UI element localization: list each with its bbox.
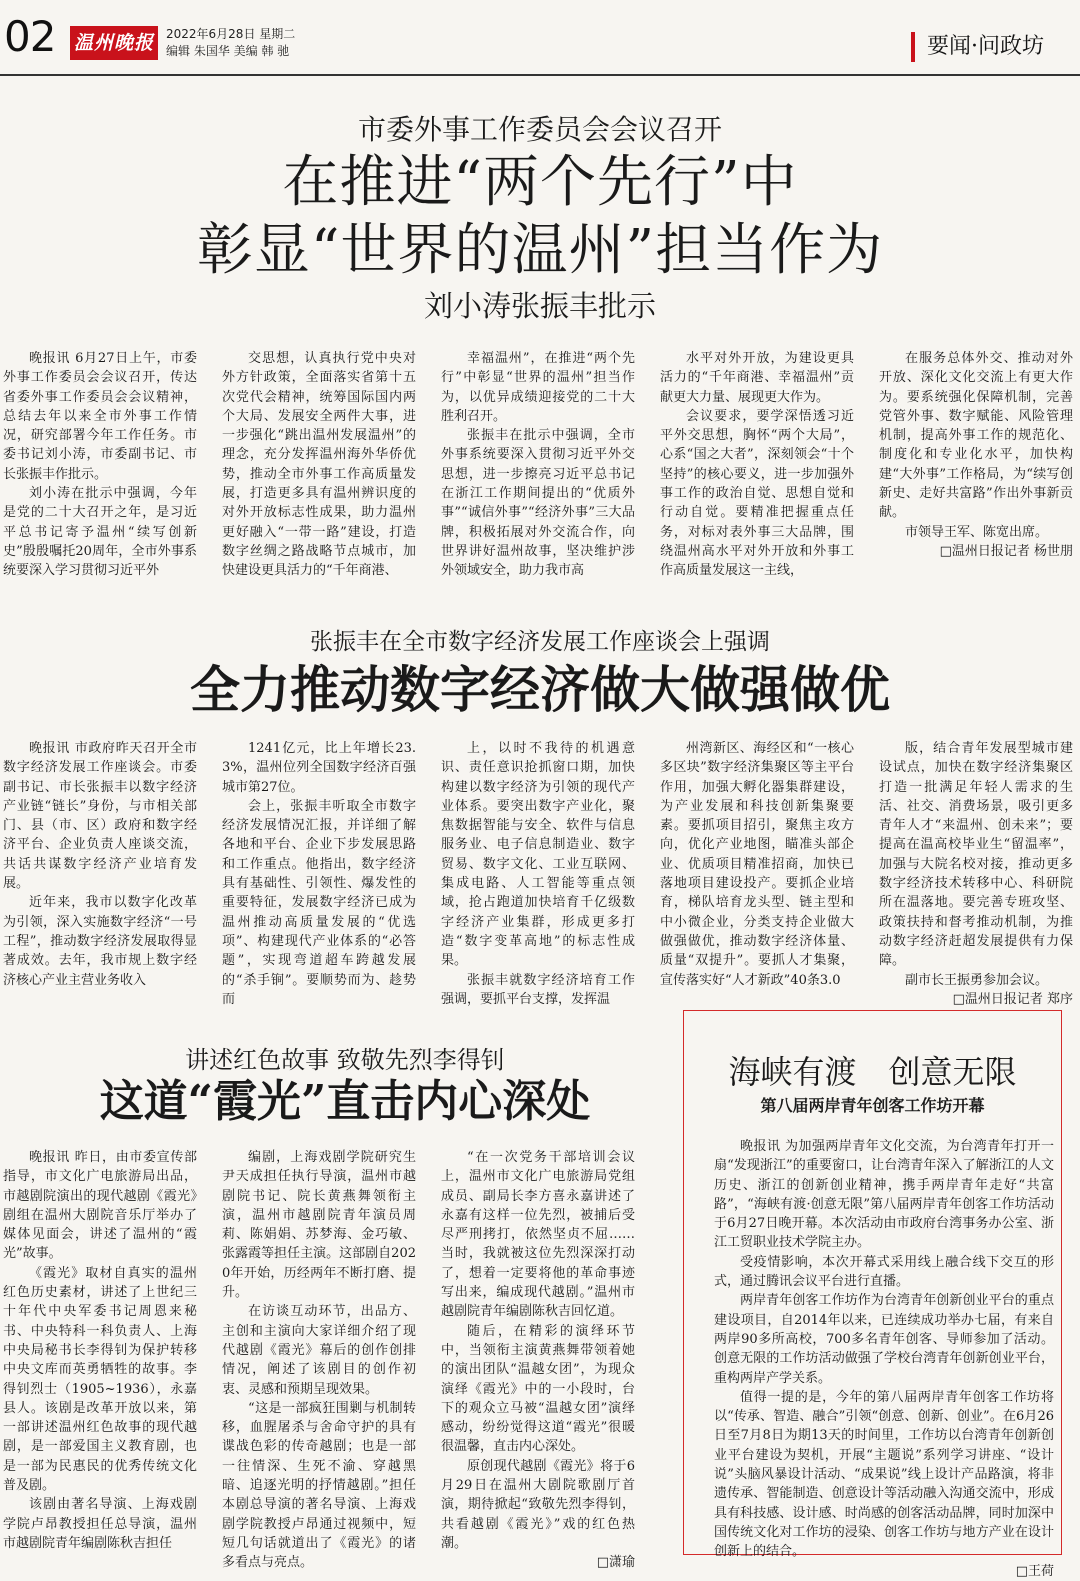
paragraph: 《霞光》取材自真实的温州红色历史素材，讲述了上世纪三十年代中央军委书记周恩来秘书、中央特科一科负责人、上海中央局秘书长李得钊为保护转移中央文库而英勇牺牲的故事。李得钊烈士（1905~1936），永嘉县人。该剧是改革开放以来，第一部讲述温州红色故事的现代越剧，是一部爱国主义教育剧，也是一部为民惠民的优秀传统文化普及剧。 bbox=[3, 1265, 197, 1494]
article2-column-4 bbox=[660, 739, 854, 994]
article3-headline: 这道“霞光”直击内心深处 bbox=[99, 1076, 591, 1127]
article2-column-3 bbox=[441, 739, 635, 1007]
article4-body bbox=[714, 1137, 1054, 1579]
article4-byline: □王荷 bbox=[1015, 1563, 1054, 1579]
masthead-rule bbox=[0, 74, 1080, 76]
paragraph: 张振丰在批示中强调，全市外事系统要深入贯彻习近平外交思想，进一步擦亮习近平总书记在浙江工作期间提出的“优质外事”“诚信外事”“经济外事”三大品牌，积极拓展对外交流合作，向世界讲好温州故事，坚决维护涉外领域安全，助力我市高 bbox=[441, 428, 635, 579]
paragraph: 近年来，我市以数字化改革为引领，深入实施数字经济“一号工程”，推动数字经济发展取得显著成效。去年，我市规上数字经济核心产业主营业务收入 bbox=[3, 895, 197, 988]
paragraph: 副市长王振勇参加会议。 bbox=[905, 972, 1049, 988]
paragraph: “这是一部疯狂围剿与机制转移，血腥屠杀与舍命守护的具有谍战色彩的传奇越剧；也是一部一往情深、生死不渝、穿越黑暗、追逐光明的抒情越剧。”担任本剧总导演的著名导演、上海戏剧学院教授卢昂通过视频中，短短几句话就道出了《霞光》的诸多看点与亮点。 bbox=[222, 1400, 416, 1571]
paragraph: 会上，张振丰听取全市数字经济发展情况汇报，并详细了解各地和平台、企业下步发展思路和工作重点。他指出，数字经济具有基础性、引领性、爆发性的重要特征，发展数字经济已成为温州推动高质量发展的“优选项”、构建现代产业体系的“必答题”，实现弯道超车跨越发展的“杀手锏”。要顺势而为、趁势而 bbox=[222, 798, 416, 1007]
article1-byline: □温州日报记者 杨世朋 bbox=[939, 543, 1073, 559]
paragraph: 刘小涛在批示中强调，今年是党的二十大召开之年，是习近平总书记寄予温州“续写创新史”殷殷嘱托20周年，全市外事系统要深入学习贯彻习近平外 bbox=[3, 486, 197, 579]
paragraph: 上，以时不我待的机遇意识、责任意识抢抓窗口期，加快构建以数字经济为引领的现代产业体系。要突出数字产业化，聚焦数据智能与安全、软件与信息服务业、电子信息制造业、数字贸易、数字文化、工业互联网、集成电路、人工智能等重点领域，抢占跑道加快培育千亿级数字经济产业集群，形成更多打造“数字变革高地”的标志性成果。 bbox=[441, 741, 635, 969]
paragraph: 会议要求，要学深悟透习近平外交思想，胸怀“两个大局”，心系“国之大者”，深刻领会“十个坚持”的核心要义，进一步加强外事工作的政治自觉、思想自觉和行动自觉。要精准把握重点任务，对标对表外事三大品牌，围绕温州高水平对外开放和外事工作高质量发展这一主线， bbox=[660, 408, 854, 579]
paragraph: 晚报讯 市政府昨天召开全市数字经济发展工作座谈会。市委副书记、市长张振丰以数字经济产业链“链长”身份，与市相关部门、县（市、区）政府和数字经济平台、企业负责人座谈交流，共话共谋数字经济产业培育发展。 bbox=[3, 741, 197, 892]
article1-kicker: 市委外事工作委员会会议召开 bbox=[357, 113, 722, 146]
editor-line: 编辑 朱国华 美编 韩 驰 bbox=[166, 44, 290, 58]
paragraph: 晚报讯 为加强两岸青年文化交流，为台湾青年打开一扇“发现浙江”的重要窗口，让台湾青年深入了解浙江的人文历史、浙江的创新创业精神，携手两岸青年走好“共富路”，“海峡有渡·创意无限”第八届两岸青年创客工作坊活动于6月27日晚开幕。本次活动由市政府台湾事务办公室、浙江工贸职业技术学院主办。 bbox=[714, 1139, 1054, 1251]
article1-headline-line2: 彰显“世界的温州”担当作为 bbox=[196, 218, 884, 283]
paper-logo: 温州晚报 bbox=[70, 26, 158, 60]
paragraph: 交思想，认真执行党中央对外方针政策，全面落实省第十五次党代会精神，统筹国际国内两个大局、发展安全两件大事，进一步强化“跳出温州发展温州”的理念，充分发挥温州海外华侨优势，推动全市外事工作高质量发展，打造更多具有温州辨识度的对外开放标志性成果，助力温州更好融入“一带一路”建设，打造数字丝绸之路战略节点城市，加快建设更具活力的“千年商港、 bbox=[222, 351, 416, 579]
article3-byline: □潇瑜 bbox=[596, 1555, 635, 1571]
article3-column-1 bbox=[3, 1148, 197, 1560]
paragraph: 1241亿元，比上年增长23.3%，温州位列全国数字经济百强城市第27位。 bbox=[222, 741, 416, 795]
article1-column-4 bbox=[660, 349, 854, 599]
article2-kicker: 张振丰在全市数字经济发展工作座谈会上强调 bbox=[310, 629, 770, 655]
article2-column-2 bbox=[222, 739, 416, 1007]
article1-column-2 bbox=[222, 349, 416, 599]
article2-headline: 全力推动数字经济做大做强做优 bbox=[190, 660, 890, 719]
paragraph: 幸福温州”，在推进“两个先行”中彰显“世界的温州”担当作为，以优异成绩迎接党的二十大胜利召开。 bbox=[441, 351, 635, 424]
paragraph: 原创现代越剧《霞光》将于6月29日在温州大剧院歌剧厅首演，期待掀起“致敬先烈李得钊，共看越剧《霞光》”戏的红色热潮。 bbox=[441, 1458, 635, 1551]
paragraph: 州湾新区、海经区和“一核心多区块”数字经济集聚区等主平台作用，加强大孵化器集群建设，为产业发展和科技创新集聚要素。要抓项目招引，聚焦主攻方向，优化产业地图，瞄准头部企业、优质项目精准招商，加快已落地项目建设投产。要抓企业培育，梯队培育龙头型、链主型和中小微企业，分类支持企业做大做强做优，推动数字经济体量、质量“双提升”。要抓人才集聚，宣传落实好“人才新政”40条3.0 bbox=[660, 741, 854, 988]
article3-kicker: 讲述红色故事 致敬先烈李得钊 bbox=[185, 1046, 505, 1074]
paragraph: 两岸青年创客工作坊作为台湾青年创新创业平台的重点建设项目，自2014年以来，已连续成功举办七届，有来自两岸90多所高校，700多名青年创客、导师参加了活动。创意无限的工作坊活动做强了学校台湾青年创新创业平台，重构两岸产学关系。 bbox=[714, 1293, 1054, 1386]
article2-column-1 bbox=[3, 739, 197, 994]
paragraph: 水平对外开放，为建设更具活力的“千年商港、幸福温州”贡献更大力量、展现更大作为。 bbox=[660, 351, 854, 405]
article3-column-3 bbox=[441, 1148, 635, 1571]
section-label: 要闻·问政坊 bbox=[911, 32, 1044, 62]
paragraph: 市领导王军、陈宽出席。 bbox=[905, 524, 1049, 540]
paragraph: 值得一提的是，今年的第八届两岸青年创客工作坊将以“传承、智造、融合”引领“创意、创新、创业”。在6月26日至7月8日为期13天的时间里，工作坊以台湾青年创新创业平台建设为契机，开展“主题说”系列学习讲座、“设计说”头脑风暴设计活动、“成果说”线上设计产品路演，将非遗传承、智能制造、创意设计等活动融入沟通交流中，形成具有科技感、设计感、时尚感的创客活动品牌，同时加深中国传统文化对工作坊的浸染、创客工作坊与地方产业在设计创新上的结合。 bbox=[714, 1389, 1054, 1560]
masthead bbox=[0, 0, 1080, 74]
paragraph: 在访谈互动环节，出品方、主创和主演向大家详细介绍了现代越剧《霞光》幕后的创作创排情况，阐述了该剧目的创作初衷、灵感和预期呈现效果。 bbox=[222, 1304, 416, 1397]
paragraph: 晚报讯 昨日，由市委宣传部指导，市文化广电旅游局出品，市越剧院演出的现代越剧《霞光》剧组在温州大剧院音乐厅举办了媒体见面会，讲述了温州的“霞光”故事。 bbox=[3, 1150, 197, 1262]
article1-subhead: 刘小涛张振丰批示 bbox=[423, 289, 656, 323]
paragraph: 该剧由著名导演、上海戏剧学院卢昂教授担任总导演，温州市越剧院青年编剧陈秋吉担任 bbox=[3, 1497, 197, 1551]
article3-column-2 bbox=[222, 1148, 416, 1571]
article2-byline: □温州日报记者 郑序 bbox=[952, 991, 1073, 1007]
paragraph: 版，结合青年发展型城市建设试点，加快在数字经济集聚区打造一批满足年轻人需求的生活、社交、消费场景，吸引更多青年人才“来温州、创未来”；要提高在温高校毕业生“留温率”，加强与大院名校对接，推动更多数字经济技术转移中心、科研院所在温落地。要完善专班攻坚、政策扶持和督考推动机制，为推动数字经济赶超发展提供有力保障。 bbox=[879, 741, 1073, 969]
page-number: 02 bbox=[4, 12, 56, 61]
article1-column-1 bbox=[3, 349, 197, 599]
article4-box bbox=[683, 1010, 1062, 1579]
paragraph: 晚报讯 6月27日上午，市委外事工作委员会会议召开，传达省委外事工作委员会会议精神，总结去年以来全市外事工作情况，研究部署今年工作任务。市委书记刘小涛，市委副书记、市长张振丰作批示。 bbox=[3, 351, 197, 482]
article2-column-5 bbox=[879, 739, 1073, 1007]
date-line: 2022年6月28日 星期二 bbox=[166, 27, 296, 41]
issue-meta bbox=[166, 26, 295, 60]
article4-subhead: 第八届两岸青年创客工作坊开幕 bbox=[760, 1096, 985, 1115]
paragraph: “在一次党务干部培训会议上，温州市文化广电旅游局党组成员、副局长李方喜永嘉讲述了永嘉有这样一位先烈，被捕后受尽严刑拷打，依然坚贞不屈……当时，我就被这位先烈深深打动了，想着一定要将他的革命事迹写出来，编成现代越剧。”温州市越剧院青年编剧陈秋吉回忆道。 bbox=[441, 1150, 635, 1320]
paragraph: 随后，在精彩的演绎环节中，当领衔主演黄燕舞带领着她的演出团队“温越女团”，为现众演绎《霞光》中的一小段时，台下的观众立马被“温越女团”演绎感动，纷纷觉得这道“霞光”很暖很温馨，直击内心深处。 bbox=[441, 1323, 635, 1455]
paragraph: 张振丰就数字经济培育工作强调，要抓平台支撑，发挥温 bbox=[441, 972, 635, 1007]
paragraph: 编剧，上海戏剧学院研究生尹天成担任执行导演，温州市越剧院书记、院长黄燕舞领衔主演，温州市越剧院青年演员周莉、陈娟娟、苏梦海、金巧敏、张露霞等担任主演。这部剧自2020年开始，历经两年不断打磨、提升。 bbox=[222, 1150, 416, 1301]
paragraph: 在服务总体外交、推动对外开放、深化文化交流上有更大作为。要系统强化保障机制，完善党管外事、数字赋能、风险管理机制，提高外事工作的规范化、制度化和专业化水平，加快构建“大外事”工作格局，为“续写创新史、走好共富路”作出外事新贡献。 bbox=[879, 351, 1073, 521]
paragraph: 受疫情影响，本次开幕式采用线上融合线下交互的形式，通过腾讯会议平台进行直播。 bbox=[714, 1254, 1054, 1290]
article1-column-3 bbox=[441, 349, 635, 599]
article1-headline-line1: 在推进“两个先行”中 bbox=[282, 150, 798, 215]
article4-headline: 海峡有渡 创意无限 bbox=[728, 1053, 1017, 1091]
article1-column-5 bbox=[879, 349, 1073, 599]
